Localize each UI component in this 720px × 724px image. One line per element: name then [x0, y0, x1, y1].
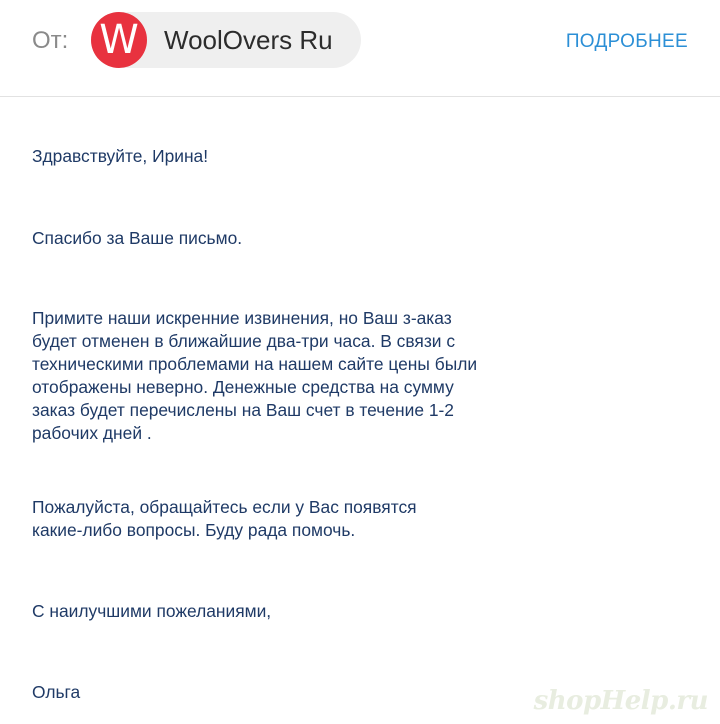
closing-paragraph: С наилучшими пожеланиями, [32, 601, 272, 621]
watermark-logo: shopHelp.ru [533, 686, 708, 716]
apology-paragraph: Примите наши искренние извинения, но Ваш з-аказ будет отменен в ближайшие два-три часа. В связи с техническими проблемами на нашем сайте цены были отображены неверно. Денежные средства на сумму заказ будет перечислены на Ваш счет в течение 1-2 рабочих дней . [32, 308, 478, 443]
details-link[interactable]: ПОДРОБНЕЕ [565, 31, 688, 52]
sender-chip[interactable] [91, 12, 361, 68]
greeting-paragraph: Здравствуйте, Ирина! [32, 146, 209, 166]
avatar-letter: W [99, 17, 139, 63]
contact-paragraph: Пожалуйста, обращайтесь если у Вас появятся какие-либо вопросы. Буду рада помочь. [32, 497, 417, 540]
from-label: От: [32, 27, 69, 54]
sender-name: WoolOvers Ru [164, 25, 333, 55]
email-header [0, 0, 720, 97]
signature: Ольга [32, 682, 81, 702]
thanks-paragraph: Спасибо за Ваше письмо. [32, 228, 243, 248]
sender-avatar [91, 12, 147, 68]
